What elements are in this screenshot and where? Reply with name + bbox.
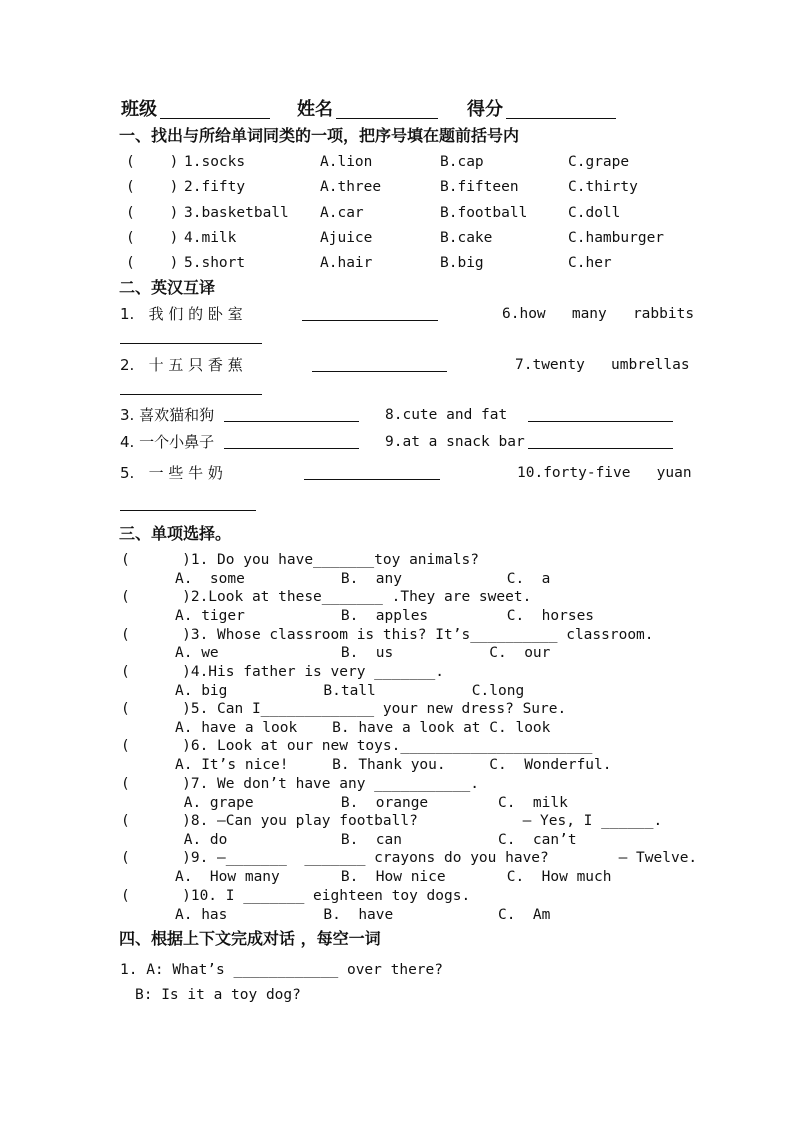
translate-item-2: 2. 十 五 只 香 蕉	[120, 356, 243, 374]
option-a: Ajuice	[320, 230, 373, 246]
score-field[interactable]	[506, 118, 616, 119]
question-stem: ( )5. Can I_____________ your new dress? Sure.	[121, 701, 567, 717]
question-options: A. do B. can C. can’t	[175, 832, 577, 848]
answer-line[interactable]	[304, 479, 440, 480]
answer-bracket[interactable]: ( )	[126, 230, 179, 246]
question-stem: ( )9. —_______ _______ crayons do you have? — Twelve.	[121, 850, 698, 866]
translate-item-1: 1. 我 们 的 卧 室	[120, 305, 243, 323]
name-label: 姓名	[297, 99, 333, 120]
class-label: 班级	[121, 99, 157, 120]
question-options: A. we B. us C. our	[175, 645, 551, 661]
answer-bracket[interactable]: ( )	[126, 255, 179, 271]
name-field[interactable]	[336, 118, 438, 119]
class-field[interactable]	[160, 118, 270, 119]
section-4-title: 四、根据上下文完成对话 ，每空一词	[119, 929, 381, 948]
question-stem: ( )3. Whose classroom is this? It’s__________ classroom.	[121, 627, 654, 643]
answer-bracket[interactable]: ( )	[126, 205, 179, 221]
question-stem: ( )6. Look at our new toys.______________________	[121, 738, 593, 754]
question-stem: ( )7. We don’t have any ___________.	[121, 776, 479, 792]
translate-item-4: 4. 一个小鼻子	[120, 433, 215, 451]
question-stem: ( )4.His father is very _______.	[121, 664, 445, 680]
answer-line[interactable]	[120, 343, 262, 344]
score-label: 得分	[467, 99, 503, 120]
answer-line[interactable]	[528, 448, 673, 449]
answer-line[interactable]	[302, 320, 438, 321]
question-options: A. How many B. How nice C. How much	[175, 869, 612, 885]
answer-line[interactable]	[120, 510, 256, 511]
answer-line[interactable]	[120, 394, 262, 395]
translate-item-9: 9.at a snack bar	[385, 434, 525, 450]
answer-line[interactable]	[528, 421, 673, 422]
question-options: A. tiger B. apples C. horses	[175, 608, 595, 624]
section-2-title: 二、英汉互译	[119, 278, 216, 297]
answer-line[interactable]	[224, 448, 359, 449]
answer-bracket[interactable]: ( )	[126, 154, 179, 170]
question-stem: ( )2.Look at these_______ .They are sweet.	[121, 589, 532, 605]
translate-item-8: 8.cute and fat	[385, 407, 508, 423]
translate-item-7: 7.twenty umbrellas	[515, 357, 690, 373]
answer-line[interactable]	[224, 421, 359, 422]
question-options: A. have a look B. have a look at C. look	[175, 720, 551, 736]
question-options: A. big B.tall C.long	[175, 683, 525, 699]
section-1-title: 一、找出与所给单词同类的一项，把序号填在题前括号内	[119, 126, 520, 145]
option-b: B.cap	[440, 154, 484, 170]
translate-item-3: 3. 喜欢猫和狗	[120, 406, 215, 424]
question-options: A. has B. have C. Am	[175, 907, 551, 923]
question-options: A. It’s nice! B. Thank you. C. Wonderful.	[175, 757, 612, 773]
question-word: 3.basketball	[184, 205, 289, 221]
option-b: B.fifteen	[440, 179, 519, 195]
option-c: C.doll	[568, 205, 621, 221]
section-3-title: 三、单项选择。	[119, 524, 232, 543]
question-stem: ( )1. Do you have_______toy animals?	[121, 552, 479, 568]
answer-line[interactable]	[312, 371, 447, 372]
option-b: B.big	[440, 255, 484, 271]
option-c: C.hamburger	[568, 230, 665, 246]
option-b: B.cake	[440, 230, 493, 246]
option-a: A.hair	[320, 255, 373, 271]
option-c: C.grape	[568, 154, 630, 170]
question-word: 1.socks	[184, 154, 246, 170]
question-word: 4.milk	[184, 230, 237, 246]
translate-item-10: 10.forty-five yuan	[517, 465, 692, 481]
question-options: A. grape B. orange C. milk	[175, 795, 568, 811]
option-c: C.her	[568, 255, 612, 271]
answer-bracket[interactable]: ( )	[126, 179, 179, 195]
dialogue-line-b: B: Is it a toy dog?	[135, 987, 301, 1003]
option-a: A.lion	[320, 154, 373, 170]
question-stem: ( )8. —Can you play football? — Yes, I ______.	[121, 813, 663, 829]
question-word: 2.fifty	[184, 179, 246, 195]
question-word: 5.short	[184, 255, 246, 271]
translate-item-6: 6.how many rabbits	[502, 306, 695, 322]
option-a: A.car	[320, 205, 364, 221]
dialogue-line-a: 1. A: What’s ____________ over there?	[120, 962, 444, 978]
question-stem: ( )10. I _______ eighteen toy dogs.	[121, 888, 471, 904]
option-c: C.thirty	[568, 179, 638, 195]
question-options: A. some B. any C. a	[175, 571, 551, 587]
translate-item-5: 5. 一 些 牛 奶	[120, 464, 223, 482]
option-a: A.three	[320, 179, 382, 195]
option-b: B.football	[440, 205, 528, 221]
